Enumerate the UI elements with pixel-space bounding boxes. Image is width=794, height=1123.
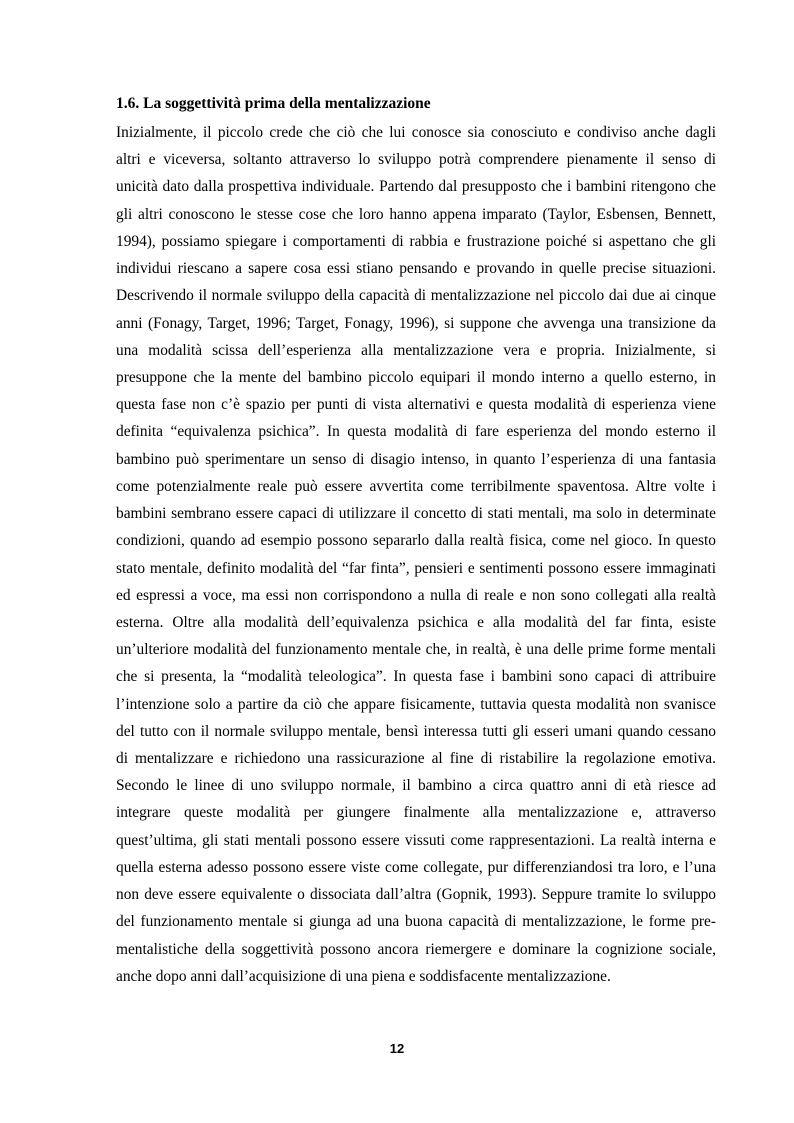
paragraph-line: ed espressi a voce, ma essi non corrispondono a nulla di reale e non sono collegati alla realtà bbox=[116, 586, 716, 604]
paragraph-line: quella esterna adesso possono essere viste come collegate, pur differenziandosi tra loro, e l’una bbox=[116, 858, 716, 876]
paragraph-line: che si presenta, la “modalità teleologica”. In questa fase i bambini sono capaci di attribuire bbox=[116, 668, 716, 686]
paragraph-line: un’ulteriore modalità del funzionamento mentale che, in realtà, è una delle prime forme mentali bbox=[116, 641, 716, 659]
paragraph-line: esterna. Oltre alla modalità dell’equivalenza psichica e alla modalità del far finta, esiste bbox=[116, 613, 716, 631]
paragraph-line: mentalistiche della soggettività possono ancora riemergere e dominare la cognizione sociale, bbox=[116, 940, 716, 958]
paragraph-line: altri e viceversa, soltanto attraverso lo sviluppo potrà comprendere pienamente il senso di bbox=[116, 151, 716, 169]
paragraph-line: del tutto con il normale sviluppo mentale, bensì interessa tutti gli esseri umani quando cessano bbox=[116, 722, 716, 740]
paragraph-line: anche dopo anni dall’acquisizione di una piena e soddisfacente mentalizzazione. bbox=[116, 967, 611, 985]
body-paragraph bbox=[116, 123, 716, 994]
paragraph-line: bambini sembrano essere capaci di utilizzare il concetto di stati mentali, ma solo in determinate bbox=[116, 505, 716, 523]
paragraph-line: quest’ultima, gli stati mentali possono essere vissuti come rappresentazioni. La realtà interna e bbox=[116, 831, 716, 849]
paragraph-line: gli altri conoscono le stesse cose che loro hanno appena imparato (Taylor, Esbensen, Bennett, bbox=[116, 205, 716, 223]
paragraph-line: Descrivendo il normale sviluppo della capacità di mentalizzazione nel piccolo dai due ai cinque bbox=[116, 287, 716, 305]
paragraph-line: non deve essere equivalente o dissociata dall’altra (Gopnik, 1993). Seppure tramite lo sviluppo bbox=[116, 886, 716, 904]
paragraph-line: come potenzialmente reale può essere avvertita come terribilmente spaventosa. Altre volte i bbox=[116, 477, 716, 495]
paragraph-line: l’intenzione solo a partire da ciò che appare fisicamente, tuttavia questa modalità non svanisce bbox=[116, 695, 716, 713]
paragraph-line: di mentalizzare e richiedono una rassicurazione al fine di ristabilire la regolazione emotiva. bbox=[116, 750, 716, 768]
paragraph-line: integrare queste modalità per giungere finalmente alla mentalizzazione e, attraverso bbox=[116, 804, 716, 822]
paragraph-line: bambino può sperimentare un senso di disagio intenso, in quanto l’esperienza di una fantasia bbox=[116, 450, 716, 468]
paragraph-line: 1994), possiamo spiegare i comportamenti di rabbia e frustrazione poiché si aspettano che gli bbox=[116, 232, 716, 250]
paragraph-line: individui riescano a sapere cosa essi stiano pensando e provando in quelle precise situazioni. bbox=[116, 260, 716, 278]
paragraph-line: definita “equivalenza psichica”. In questa modalità di fare esperienza del mondo esterno il bbox=[116, 423, 716, 441]
paragraph-line: questa fase non c’è spazio per punti di vista alternativi e questa modalità di esperienza viene bbox=[116, 396, 716, 414]
paragraph-line: Secondo le linee di uno sviluppo normale, il bambino a circa quattro anni di età riesce ad bbox=[116, 777, 716, 795]
paragraph-line: una modalità scissa dell’esperienza alla mentalizzazione vera e propria. Inizialmente, si bbox=[116, 341, 716, 359]
paragraph-line: unicità dato dalla prospettiva individuale. Partendo dal presupposto che i bambini ritengono che bbox=[116, 178, 716, 196]
paragraph-line: anni (Fonagy, Target, 1996; Target, Fonagy, 1996), si suppone che avvenga una transizione da bbox=[116, 314, 716, 332]
page-number: 12 bbox=[389, 1041, 405, 1056]
paragraph-line: stato mentale, definito modalità del “far finta”, pensieri e sentimenti possono essere immaginati bbox=[116, 559, 716, 577]
paragraph-line: presuppone che la mente del bambino piccolo equipari il mondo interno a quello esterno, in bbox=[116, 368, 716, 386]
paragraph-line: Inizialmente, il piccolo crede che ciò che lui conosce sia conosciuto e condiviso anche dagli bbox=[116, 124, 716, 141]
paragraph-line: del funzionamento mentale si giunga ad una buona capacità di mentalizzazione, le forme pre- bbox=[116, 913, 716, 931]
paragraph-line: condizioni, quando ad esempio possono separarlo dalla realtà fisica, come nel gioco. In questo bbox=[116, 532, 716, 550]
section-heading: 1.6. La soggettività prima della mentalizzazione bbox=[116, 95, 431, 112]
